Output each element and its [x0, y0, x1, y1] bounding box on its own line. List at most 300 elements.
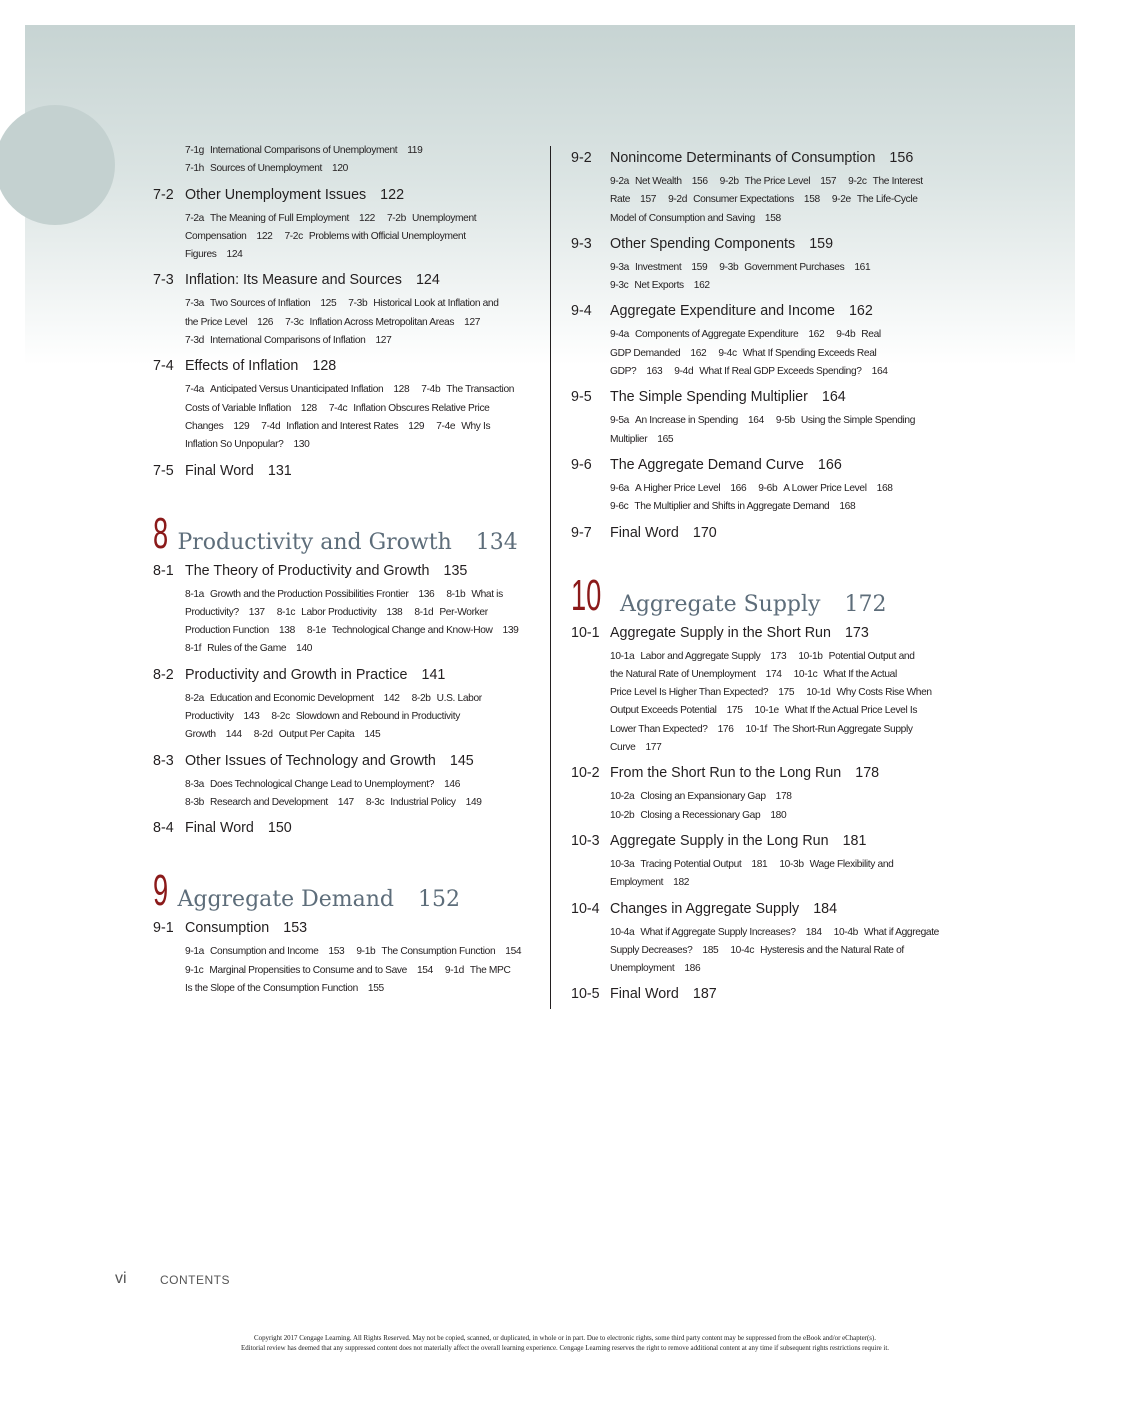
- subsection-line: [185, 690, 533, 708]
- section-page: 166: [817, 456, 842, 473]
- subsection-code: 9-1d: [444, 964, 464, 976]
- subsection-line: [185, 980, 533, 998]
- section-number: 10-1: [571, 624, 600, 641]
- section-title: Final Word: [185, 462, 254, 479]
- subsection-block: [185, 943, 533, 998]
- subsection-code: 10-4b: [833, 926, 858, 938]
- subsection-line: [610, 960, 966, 978]
- subsection-title: Consumer Expectations: [693, 194, 794, 206]
- subsection-code: 9-4a: [610, 329, 629, 341]
- subsection-title: Productivity: [185, 711, 234, 723]
- subsection-page: 145: [364, 729, 381, 741]
- subsection-code: 9-6b: [758, 482, 778, 494]
- subsection-code: 8-3b: [185, 796, 204, 808]
- subsection-title: What If the Actual Price Level Is: [784, 705, 918, 717]
- subsection-page: 182: [673, 877, 690, 889]
- subsection-page: 186: [684, 963, 701, 975]
- subsection-page: 164: [871, 366, 888, 378]
- subsection-title: Labor and Aggregate Supply: [640, 650, 761, 662]
- subsection-title: Per-Worker: [439, 606, 488, 618]
- subsection-line: [610, 191, 966, 209]
- toc-section[interactable]: [153, 752, 533, 770]
- subsection-page: 178: [775, 791, 792, 803]
- subsection-title: The Consumption Function: [381, 946, 496, 958]
- subsection-title: Price Level Is Higher Than Expected?: [610, 687, 769, 699]
- toc-section[interactable]: [153, 666, 533, 684]
- subsection-line: [185, 622, 533, 640]
- subsection-title: GDP?: [610, 366, 637, 378]
- subsection-line: [610, 721, 966, 739]
- subsection-code: 8-1f: [185, 643, 202, 655]
- section-page: 153: [283, 920, 308, 937]
- subsection-page: 146: [444, 778, 461, 790]
- subsection-page: 142: [383, 692, 400, 704]
- section-title: Final Word: [610, 524, 679, 541]
- subsection-title: Inflation and Interest Rates: [286, 420, 399, 432]
- subsection-line: [185, 436, 533, 454]
- subsection-code: 8-2c: [271, 711, 290, 723]
- subsection-line: [185, 314, 533, 332]
- subsection-page: 181: [751, 858, 768, 870]
- subsection-title: Net Exports: [634, 280, 684, 292]
- section-page: 156: [889, 150, 914, 166]
- section-title: Consumption: [185, 920, 270, 937]
- subsection-title: Marginal Propensities to Consume and to Save: [209, 964, 407, 976]
- toc-section[interactable]: [153, 357, 533, 375]
- subsection-code: 10-4c: [730, 944, 755, 956]
- toc-section[interactable]: [571, 764, 966, 782]
- subsection-page: 122: [256, 230, 273, 242]
- subsection-line: [610, 259, 966, 277]
- decorative-circle: [0, 105, 115, 225]
- subsection-line: [610, 924, 966, 942]
- section-page: 170: [692, 524, 717, 541]
- subsection-line: [185, 586, 533, 604]
- subsection-title: Education and Economic Development: [210, 692, 374, 704]
- subsection-page: 165: [657, 433, 674, 445]
- subsection-title: Closing an Expansionary Gap: [640, 791, 766, 803]
- chapter-title: Aggregate Demand: [177, 887, 395, 913]
- subsection-line: [610, 942, 966, 960]
- subsection-title: International Comparisons of Inflation: [210, 335, 366, 347]
- subsection-title: Anticipated Versus Unanticipated Inflation: [210, 384, 384, 396]
- subsection-title: Problems with Official Unemployment: [308, 230, 466, 242]
- subsection-block: [185, 295, 533, 350]
- subsection-code: 9-1c: [185, 964, 204, 976]
- subsection-title: Labor Productivity: [301, 606, 377, 618]
- subsection-code: 7-3d: [185, 335, 204, 347]
- subsection-page: 173: [770, 650, 787, 662]
- subsection-page: 155: [367, 982, 384, 994]
- subsection-line: [610, 277, 966, 295]
- subsection-title: Investment: [635, 261, 682, 273]
- toc-section[interactable]: [571, 302, 966, 320]
- subsection-title: Supply Decreases?: [610, 944, 693, 956]
- subsection-page: 128: [393, 384, 410, 396]
- section-number: 7-5: [153, 462, 174, 479]
- section-title: Productivity and Growth in Practice: [185, 666, 408, 683]
- subsection-line: [610, 856, 966, 874]
- subsection-page: 124: [226, 249, 243, 261]
- subsection-code: 10-1a: [610, 650, 635, 662]
- subsection-code: 7-4e: [436, 420, 456, 432]
- subsection-line: [610, 807, 966, 825]
- subsection-page: 158: [803, 194, 820, 206]
- subsection-page: 157: [820, 176, 837, 187]
- toc-section[interactable]: [153, 186, 533, 204]
- subsection-code: 9-3c: [610, 280, 629, 292]
- section-number: 8-4: [153, 820, 174, 837]
- subsection-line: [185, 228, 533, 246]
- subsection-code: 9-3b: [719, 261, 739, 273]
- subsection-line: [610, 480, 966, 498]
- chapter-number: 8: [153, 508, 169, 558]
- section-title: Other Spending Components: [610, 235, 796, 252]
- subsection-title: Rules of the Game: [207, 643, 287, 655]
- subsection-page: 130: [293, 439, 310, 451]
- section-page: 187: [692, 986, 717, 1003]
- chapter-page: 152: [418, 887, 461, 913]
- subsection-title: the Price Level: [185, 316, 248, 328]
- section-number: 10-4: [571, 900, 600, 917]
- subsection-code: 9-6a: [610, 482, 629, 494]
- footer-label: CONTENTS: [160, 1273, 230, 1287]
- subsection-page: 149: [465, 796, 482, 808]
- subsection-line: [610, 648, 966, 666]
- subsection-title: Is the Slope of the Consumption Function: [185, 982, 358, 994]
- section-number: 9-7: [571, 524, 592, 541]
- section-number: 8-3: [153, 752, 174, 769]
- subsection-line: [185, 332, 533, 350]
- subsection-block: [610, 173, 966, 228]
- section-number: 10-2: [571, 765, 600, 782]
- section-title: Changes in Aggregate Supply: [610, 900, 800, 917]
- section-number: 9-4: [571, 303, 592, 320]
- subsection-code: 8-1d: [414, 606, 434, 618]
- subsection-block: [610, 648, 966, 758]
- subsection-code: 7-4d: [261, 420, 281, 432]
- subsection-line: [185, 295, 533, 313]
- subsection-code: 7-1h: [185, 163, 204, 175]
- subsection-title: Inflation Obscures Relative Price: [353, 402, 490, 414]
- subsection-code: 8-1c: [276, 606, 296, 618]
- subsection-title: Why Costs Rise When: [836, 687, 932, 699]
- subsection-title: Inflation So Unpopular?: [185, 439, 284, 451]
- subsection-title: Does Technological Change Lead to Unemployment?: [210, 778, 435, 790]
- copyright-notice: [100, 1334, 1030, 1353]
- subsection-title: Industrial Policy: [390, 796, 456, 808]
- subsection-title: The Meaning of Full Employment: [210, 212, 349, 224]
- section-number: 9-6: [571, 456, 592, 473]
- subsection-page: 126: [257, 316, 274, 328]
- section-page: 150: [267, 820, 292, 837]
- subsection-code: 9-2d: [668, 194, 688, 206]
- subsection-line: [610, 702, 966, 720]
- subsection-code: 10-3b: [779, 858, 804, 870]
- subsection-block: [185, 586, 533, 659]
- subsection-page: 127: [375, 335, 392, 347]
- toc-section[interactable]: [571, 456, 966, 474]
- subsection-code: 8-1e: [306, 625, 326, 637]
- toc-section[interactable]: [571, 832, 966, 850]
- subsection-block: [610, 480, 966, 517]
- subsection-code: 8-2d: [253, 729, 273, 741]
- subsection-title: An Increase in Spending: [635, 415, 738, 427]
- subsection-title: Output Per Capita: [278, 729, 355, 741]
- subsection-title: Lower Than Expected?: [610, 723, 708, 735]
- subsection-line: [185, 943, 533, 961]
- subsection-page: 127: [464, 316, 481, 328]
- subsection-title: Changes: [185, 420, 224, 432]
- subsection-title: Tracing Potential Output: [640, 858, 742, 870]
- section-title: From the Short Run to the Long Run: [610, 765, 842, 782]
- subsection-code: 8-2b: [411, 692, 431, 704]
- subsection-code: 7-2b: [386, 212, 406, 224]
- subsection-page: 120: [332, 163, 348, 175]
- subsection-block: [610, 924, 966, 979]
- subsection-page: 163: [646, 366, 663, 378]
- toc-section[interactable]: [153, 462, 533, 480]
- subsection-title: Potential Output and: [828, 650, 915, 662]
- subsection-block: [185, 142, 533, 179]
- subsection-title: Two Sources of Inflation: [210, 298, 311, 310]
- subsection-code: 10-1d: [806, 687, 831, 699]
- subsection-code: 10-2a: [610, 791, 635, 803]
- subsection-code: 8-1b: [446, 588, 466, 600]
- copyright-line-1: Copyright 2017 Cengage Learning. All Rights Reserved. May not be copied, scanned, or duplicated, in whole or in part. Due to electronic rights, some third party content may be suppressed from the eBook and/or eChapter(s).: [254, 1335, 876, 1342]
- subsection-title: The Multiplier and Shifts in Aggregate Demand: [634, 501, 830, 513]
- section-page: 131: [267, 462, 292, 479]
- subsection-title: Using the Simple Spending: [800, 415, 916, 427]
- subsection-page: 185: [702, 944, 719, 956]
- subsection-code: 7-4c: [328, 402, 348, 414]
- subsection-line: [185, 142, 533, 160]
- subsection-line: [185, 210, 533, 228]
- subsection-line: [610, 363, 966, 381]
- subsection-title: Costs of Variable Inflation: [185, 402, 291, 414]
- subsection-title: A Lower Price Level: [783, 482, 867, 494]
- section-page: 128: [312, 358, 337, 375]
- subsection-title: What If Real GDP Exceeds Spending?: [699, 366, 862, 378]
- column-divider: [550, 146, 551, 1009]
- chapter-page: 134: [475, 529, 518, 555]
- section-number: 9-3: [571, 235, 592, 252]
- subsection-page: 176: [717, 723, 734, 735]
- section-title: The Theory of Productivity and Growth: [185, 562, 430, 579]
- subsection-code: 9-1a: [185, 946, 204, 958]
- subsection-title: Curve: [610, 742, 636, 754]
- subsection-block: [610, 856, 966, 893]
- subsection-title: The Price Level: [744, 176, 811, 187]
- subsection-code: 9-2b: [719, 176, 739, 187]
- chapter-number: 10: [571, 570, 602, 620]
- subsection-code: 9-2c: [848, 176, 867, 187]
- subsection-line: [185, 794, 533, 812]
- toc-section[interactable]: [571, 235, 966, 253]
- subsection-line: [610, 874, 966, 892]
- subsection-title: Growth and the Production Possibilities Frontier: [210, 588, 409, 600]
- subsection-block: [185, 210, 533, 265]
- subsection-page: 119: [407, 145, 423, 156]
- subsection-code: 7-3a: [185, 298, 204, 310]
- subsection-title: Components of Aggregate Expenditure: [635, 329, 799, 341]
- subsection-title: Model of Consumption and Saving: [610, 212, 755, 224]
- copyright-line-2: Editorial review has deemed that any suppressed content does not materially affect the overall learning experience. Cengage Learning reserves the right to remove additional content at any time if subsequent rights restrictions require it.: [241, 1344, 889, 1352]
- toc-right-column: [571, 142, 966, 1009]
- subsection-page: 144: [225, 729, 242, 741]
- toc-section[interactable]: [153, 271, 533, 289]
- subsection-page: 168: [876, 482, 893, 494]
- subsection-line: [610, 666, 966, 684]
- chapter-heading[interactable]: [153, 866, 533, 916]
- subsection-line: [185, 726, 533, 744]
- subsection-title: What if Aggregate Supply Increases?: [640, 926, 796, 938]
- subsection-title: Rate: [610, 194, 631, 206]
- section-title: Aggregate Supply in the Long Run: [610, 832, 829, 849]
- section-number: 8-2: [153, 666, 174, 683]
- toc-section[interactable]: [153, 562, 533, 580]
- chapter-page: 172: [844, 591, 887, 617]
- subsection-page: 168: [839, 501, 856, 513]
- subsection-title: International Comparisons of Unemployment: [210, 145, 398, 156]
- toc-section[interactable]: [571, 624, 966, 642]
- section-page: 181: [842, 832, 867, 849]
- subsection-block: [185, 690, 533, 745]
- subsection-code: 8-2a: [185, 692, 204, 704]
- subsection-line: [185, 418, 533, 436]
- subsection-code: 9-5b: [775, 415, 795, 427]
- subsection-code: 10-3a: [610, 858, 635, 870]
- section-page: 135: [443, 562, 468, 579]
- subsection-page: 128: [300, 402, 317, 414]
- subsection-code: 9-4b: [836, 329, 856, 341]
- subsection-title: Productivity?: [185, 606, 239, 618]
- subsection-title: Government Purchases: [744, 261, 845, 273]
- subsection-page: 136: [418, 588, 435, 600]
- subsection-block: [185, 776, 533, 813]
- section-number: 7-4: [153, 358, 174, 375]
- subsection-page: 161: [854, 261, 871, 273]
- subsection-page: 138: [278, 625, 295, 637]
- subsection-title: Multiplier: [610, 433, 648, 445]
- section-title: Final Word: [185, 820, 254, 837]
- subsection-title: Net Wealth: [635, 176, 682, 187]
- section-page: 162: [848, 303, 873, 320]
- subsection-page: 180: [770, 809, 787, 821]
- section-title: Effects of Inflation: [185, 358, 299, 375]
- subsection-code: 10-1f: [745, 723, 768, 735]
- subsection-title: What if Aggregate: [863, 926, 940, 938]
- subsection-code: 9-2a: [610, 176, 629, 187]
- subsection-page: 162: [808, 329, 825, 341]
- page-number: vi: [115, 1270, 127, 1287]
- subsection-line: [185, 708, 533, 726]
- subsection-title: Output Exceeds Potential: [610, 705, 717, 717]
- section-number: 9-5: [571, 389, 592, 406]
- subsection-title: The Transaction: [446, 384, 515, 396]
- toc-section[interactable]: [571, 388, 966, 406]
- subsection-code: 9-1b: [356, 946, 376, 958]
- section-number: 10-5: [571, 986, 600, 1003]
- subsection-line: [185, 160, 533, 178]
- subsection-title: GDP Demanded: [610, 347, 681, 359]
- section-number: 9-2: [571, 150, 592, 166]
- subsection-page: 147: [337, 796, 354, 808]
- subsection-line: [610, 173, 966, 191]
- subsection-page: 140: [296, 643, 313, 655]
- subsection-page: 175: [726, 705, 743, 717]
- section-number: 10-3: [571, 832, 600, 849]
- subsection-page: 164: [747, 415, 764, 427]
- toc-left-column: [153, 142, 533, 998]
- subsection-page: 139: [502, 625, 519, 637]
- chapter-title: Aggregate Supply: [619, 591, 821, 617]
- subsection-line: [185, 640, 533, 658]
- chapter-heading[interactable]: [571, 570, 966, 620]
- toc-section[interactable]: [571, 900, 966, 918]
- chapter-number: 9: [153, 866, 169, 916]
- subsection-page: 129: [233, 420, 250, 432]
- toc-section[interactable]: [571, 149, 966, 167]
- section-title: The Simple Spending Multiplier: [610, 389, 808, 406]
- subsection-line: [610, 498, 966, 516]
- toc-section[interactable]: [153, 919, 533, 937]
- subsection-title: Research and Development: [210, 796, 328, 808]
- subsection-page: 156: [691, 176, 708, 187]
- subsection-line: [185, 246, 533, 264]
- subsection-page: 174: [765, 668, 782, 680]
- subsection-code: 7-1g: [185, 145, 204, 156]
- subsection-title: A Higher Price Level: [635, 482, 721, 494]
- subsection-code: 10-4a: [610, 926, 635, 938]
- subsection-title: the Natural Rate of Unemployment: [610, 668, 756, 680]
- subsection-line: [610, 431, 966, 449]
- toc-section[interactable]: [571, 524, 966, 542]
- section-page: 141: [421, 666, 446, 683]
- subsection-title: The Interest: [872, 176, 923, 187]
- subsection-block: [185, 381, 533, 454]
- toc-section[interactable]: [571, 985, 966, 1003]
- subsection-line: [185, 400, 533, 418]
- toc-section[interactable]: [153, 819, 533, 837]
- subsection-line: [185, 776, 533, 794]
- subsection-title: Figures: [185, 249, 217, 261]
- subsection-code: 9-6c: [610, 501, 629, 513]
- section-page: 164: [821, 389, 846, 406]
- subsection-title: Why Is: [461, 420, 491, 432]
- subsection-page: 184: [805, 926, 822, 938]
- subsection-line: [185, 381, 533, 399]
- section-page: 178: [855, 765, 880, 782]
- subsection-code: 9-4d: [674, 366, 694, 378]
- subsection-title: Closing a Recessionary Gap: [640, 809, 761, 821]
- subsection-title: Inflation Across Metropolitan Areas: [309, 316, 455, 328]
- subsection-line: [610, 345, 966, 363]
- subsection-code: 8-1a: [185, 588, 204, 600]
- subsection-code: 7-3c: [285, 316, 304, 328]
- subsection-title: Unemployment: [610, 963, 675, 975]
- section-page: 122: [380, 186, 405, 203]
- subsection-block: [610, 788, 966, 825]
- subsection-page: 162: [693, 280, 710, 292]
- subsection-line: [610, 326, 966, 344]
- subsection-title: Sources of Unemployment: [210, 163, 322, 175]
- subsection-page: 154: [505, 946, 522, 958]
- subsection-title: Unemployment: [411, 212, 477, 224]
- subsection-code: 7-4b: [421, 384, 441, 396]
- chapter-heading[interactable]: [153, 508, 533, 558]
- subsection-title: Compensation: [185, 230, 247, 242]
